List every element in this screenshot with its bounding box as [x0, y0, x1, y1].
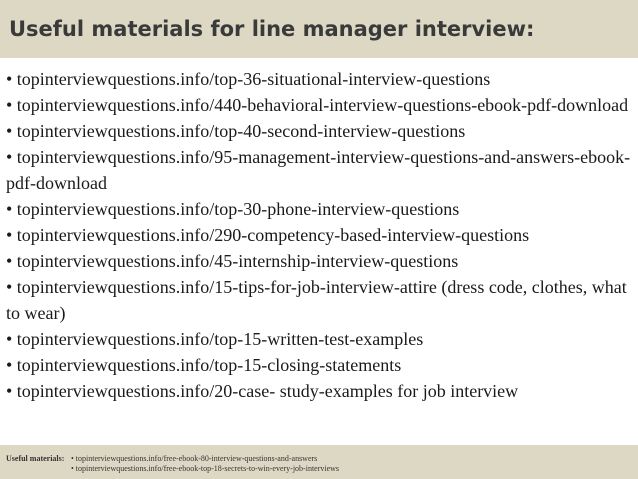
list-item: • topinterviewquestions.info/top-30-phone-interview-questions [6, 199, 460, 219]
footer-bar [0, 445, 638, 479]
list-item: • topinterviewquestions.info/290-competency-based-interview-questions [6, 225, 530, 245]
list-item: • topinterviewquestions.info/20-case- study-examples for job interview [6, 381, 519, 401]
list-item: • topinterviewquestions.info/top-15-written-test-examples [6, 329, 424, 349]
footer-link: • topinterviewquestions.info/free-ebook-top-18-secrets-to-win-every-job-interviews [71, 464, 340, 473]
footer-link: • topinterviewquestions.info/free-ebook-80-interview-questions-and-answers [71, 454, 318, 463]
list-item: • topinterviewquestions.info/top-40-second-interview-questions [6, 121, 466, 141]
list-item: • topinterviewquestions.info/top-15-closing-statements [6, 355, 402, 375]
footer-label: Useful materials: [6, 454, 65, 463]
materials-list [6, 66, 632, 404]
header-bar [0, 0, 638, 58]
page-title: Useful materials for line manager interview: [9, 17, 535, 41]
footer-links [71, 454, 339, 474]
list-item: • topinterviewquestions.info/440-behavioral-interview-questions-ebook-pdf-download [6, 95, 629, 115]
list-item: • topinterviewquestions.info/15-tips-for-job-interview-attire (dress code, clothes, what to wear) [6, 277, 627, 323]
list-item: • topinterviewquestions.info/95-management-interview-questions-and-answers-ebook-pdf-download [6, 147, 631, 193]
list-item: • topinterviewquestions.info/45-internship-interview-questions [6, 251, 459, 271]
list-item: • topinterviewquestions.info/top-36-situational-interview-questions [6, 69, 491, 89]
